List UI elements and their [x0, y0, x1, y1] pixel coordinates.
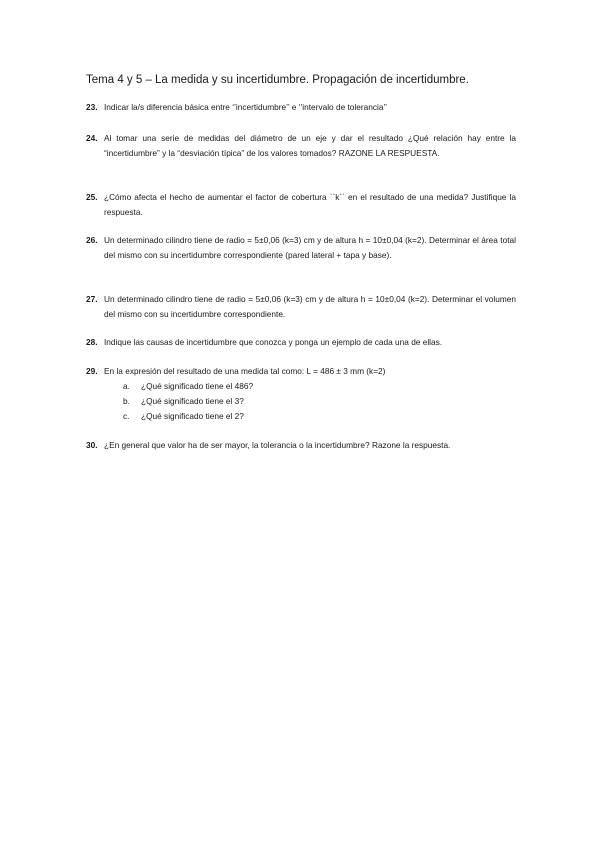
question-text: Un determinado cilindro tiene de radio = 5±0,06 (k=3) cm y de altura h = 10±0,04 (k=2). Determinar el volumen del mismo con su incertidumbre correspondiente.	[104, 294, 516, 319]
question-29	[86, 364, 516, 424]
question-number: 24.	[86, 133, 98, 143]
subitem-c	[123, 409, 516, 424]
question-25	[86, 190, 516, 220]
page-title: Tema 4 y 5 – La medida y su incertidumbre. Propagación de incertidumbre.	[86, 74, 469, 86]
question-text: Un determinado cilindro tiene de radio = 5±0,06 (k=3) cm y de altura h = 10±0,04 (k=2). Determinar el área total del mismo con su incertidumbre correspondiente (pared lateral + tapa y base).	[104, 235, 516, 260]
question-number: 30.	[86, 440, 98, 450]
question-24	[86, 131, 516, 161]
question-text: Indicar la/s diferencia básica entre ‘’incertidumbre’’ e ‘’intervalo de tolerancia’’	[104, 102, 388, 112]
subitem-text: ¿Qué significado tiene el 3?	[141, 396, 244, 406]
question-number: 29.	[86, 366, 98, 376]
question-number: 27.	[86, 294, 98, 304]
subitem-letter: a.	[123, 381, 130, 391]
subitem-letter: b.	[123, 396, 130, 406]
subitem-text: ¿Qué significado tiene el 2?	[141, 411, 244, 421]
subitem-b	[123, 394, 516, 409]
question-27	[86, 292, 516, 322]
question-text: Indique las causas de incertidumbre que conozca y ponga un ejemplo de cada una de ellas.	[104, 337, 443, 347]
question-number: 23.	[86, 102, 98, 112]
question-26	[86, 233, 516, 263]
question-28	[86, 335, 516, 350]
question-text: En la expresión del resultado de una medida tal como: L = 486 ± 3 mm (k=2)	[104, 366, 386, 376]
question-number: 28.	[86, 337, 98, 347]
subitem-a	[123, 379, 516, 394]
subitem-letter: c.	[123, 411, 130, 421]
question-text: ¿Cómo afecta el hecho de aumentar el factor de cobertura ``k´´ en el resultado de una medida? Justifique la respuesta.	[104, 192, 516, 217]
question-23	[86, 100, 516, 115]
question-text: ¿En general que valor ha de ser mayor, la tolerancia o la incertidumbre? Razone la respuesta.	[104, 440, 451, 450]
question-number: 26.	[86, 235, 98, 245]
question-number: 25.	[86, 192, 98, 202]
question-30	[86, 438, 516, 453]
subitem-text: ¿Qué significado tiene el 486?	[141, 381, 254, 391]
question-text: Al tomar una serie de medidas del diámetro de un eje y dar el resultado ¿Qué relación hay entre la “incertidumbre” y la “desviación típica” de los valores tomados? RAZONE LA RESPUESTA.	[104, 133, 516, 158]
